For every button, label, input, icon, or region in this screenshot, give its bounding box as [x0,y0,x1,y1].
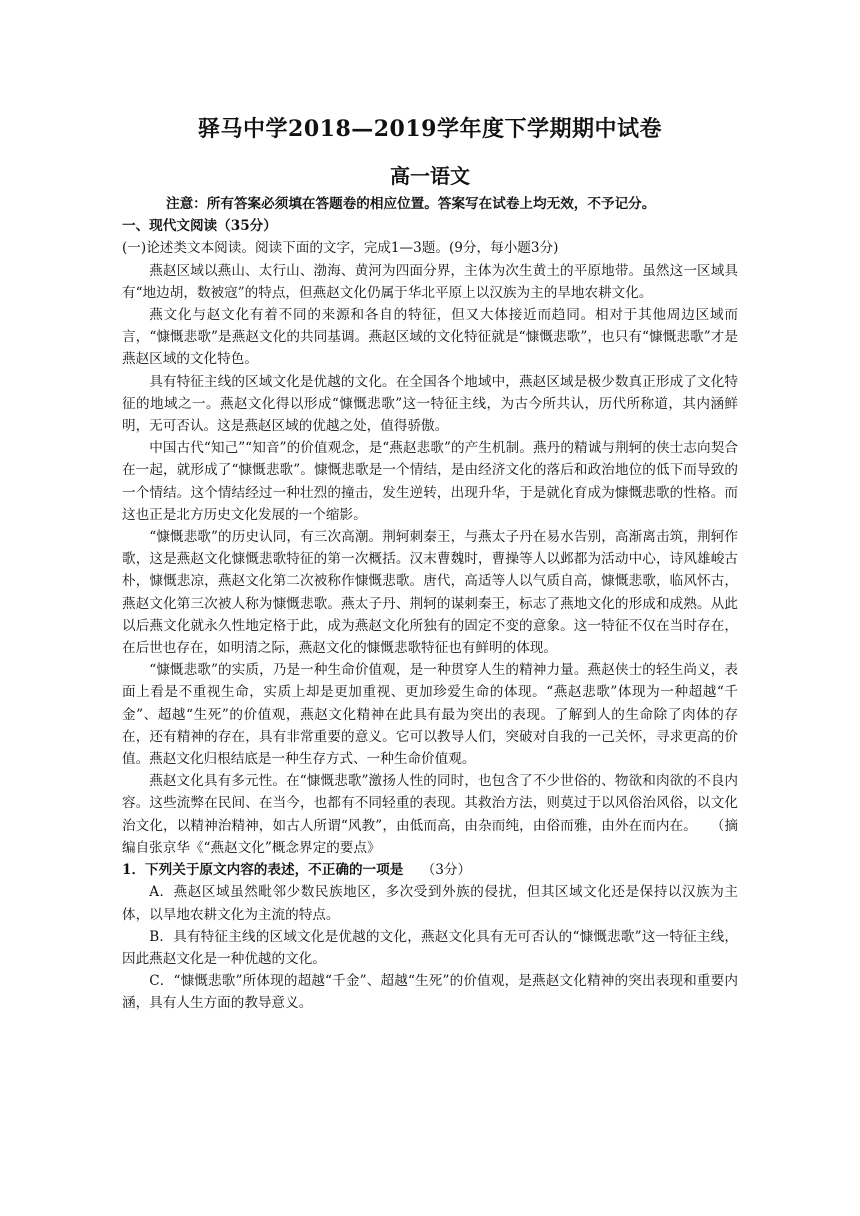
article-paragraph: 燕文化与赵文化有着不同的来源和各自的特征，但又大体接近而趋同。相对于其他周边区域而言，“慷慨悲歌”是燕赵文化的共同基调。燕赵区域的文化特征就是“慷慨悲歌”，也只有“慷慨悲歌”才是燕赵区域的文化特色。 [122,307,738,368]
answer-option-a: A．燕赵区域虽然毗邻少数民族地区，多次受到外族的侵扰，但其区域文化还是保持以汉族为主体，以旱地农耕文化为主流的特点。 [122,884,738,923]
article-paragraph: 具有特征主线的区域文化是优越的文化。在全国各个地域中，燕赵区域是极少数真正形成了文化特征的地域之一。燕赵文化得以形成“慷慨悲歌”这一特征主线，为古今所共认，历代所称道，其内涵鲜明，无可否认。这是燕赵区域的优越之处，值得骄傲。 [122,373,738,435]
answer-option-b: B．具有特征主线的区域文化是优越的文化，燕赵文化具有无可否认的“慷慨悲歌”这一特征主线，因此燕赵文化是一种优越的文化。 [122,928,738,967]
reading-instruction: (一)论述类文本阅读。阅读下面的文字，完成1—3题。(9分，每小题3分) [122,240,559,257]
exam-subject: 高一语文 [390,164,470,188]
article-paragraph: 燕赵区域以燕山、太行山、渤海、黄河为四面分界，主体为次生黄土的平原地带。虽然这一区域具有“地边胡，数被寇”的特点，但燕赵文化仍属于华北平原上以汉族为主的旱地农耕文化。 [122,262,738,301]
notice-text: 注意：所有答案必须填在答题卷的相应位置。答案写在试卷上均无效，不予记分。 [166,196,656,212]
exam-title: 驿马中学2018—2019学年度下学期期中试卷 [198,116,662,142]
section-heading: 一、现代文阅读（35分） [122,218,277,235]
exam-body [122,193,738,1015]
article-paragraph: 燕赵文化具有多元性。在“慷慨悲歌”激扬人性的同时，也包含了不少世俗的、物欲和肉欲的不良内容。这些流弊在民间、在当今，也都有不同轻重的表现。其救治方法，则莫过于以风俗治风俗，以文化治文化，以精神治精神，如古人所谓“风教”，由低而高，由杂而纯，由俗而雅，由外在而内在。 （摘编自张京华《“燕赵文化”概念界定的要点》 [122,773,738,856]
article-paragraph: “慷慨悲歌”的实质，乃是一种生命价值观，是一种贯穿人生的精神力量。燕赵侠士的轻生尚义，表面上看是不重视生命，实质上却是更加重视、更加珍爱生命的体现。“燕赵悲歌”体现为一种超越“千金”、超越“生死”的价值观，燕赵文化精神在此具有最为突出的表现。了解到人的生命除了肉体的存在，还有精神的存在，具有非常重要的意义。它可以教导人们，突破对自我的一己关怀，寻求更高的价值。燕赵文化归根结底是一种生存方式、一种生命价值观。 [122,662,738,768]
article-paragraph: 中国古代“知己”“知音”的价值观念，是“燕赵悲歌”的产生机制。燕丹的精诚与荆轲的侠士志向契合在一起，就形成了“慷慨悲歌”。慷慨悲歌是一个情结，是由经济文化的落后和政治地位的低下而导致的一个情结。这个情结经过一种壮烈的撞击，发生逆转，出现升华，于是就化育成为慷慨悲歌的性格。而这也正是北方历史文化发展的一个缩影。 [122,440,738,523]
question-points: （3分） [421,862,472,879]
answer-option-c: C．“慷慨悲歌”所体现的超越“千金”、超越“生死”的价值观，是燕赵文化精神的突出表现和重要内涵，具有人生方面的教导意义。 [122,973,738,1012]
question-stem [122,859,738,881]
question-text: 1．下列关于原文内容的表述，不正确的一项是 [122,862,404,879]
article-paragraph: “慷慨悲歌”的历史认同，有三次高潮。荆轲刺秦王，与燕太子丹在易水告别，高渐离击筑，荆轲作歌，这是燕赵文化慷慨悲歌特征的第一次概括。汉末曹魏时，曹操等人以邺都为活动中心，诗风雄峻古朴，慷慨悲凉，燕赵文化第二次被称作慷慨悲歌。唐代，高适等人以气质自高，慷慨悲歌，临风怀古，燕赵文化第三次被人称为慷慨悲歌。燕太子丹、荆轲的谋刺秦王，标志了燕地文化的形成和成熟。从此以后燕文化就永久性地定格于此，成为燕赵文化所独有的固定不变的意象。这一特征不仅在当时存在，在后世也存在，如明清之际，燕赵文化的慷慨悲歌特征也有鲜明的体现。 [122,529,738,657]
